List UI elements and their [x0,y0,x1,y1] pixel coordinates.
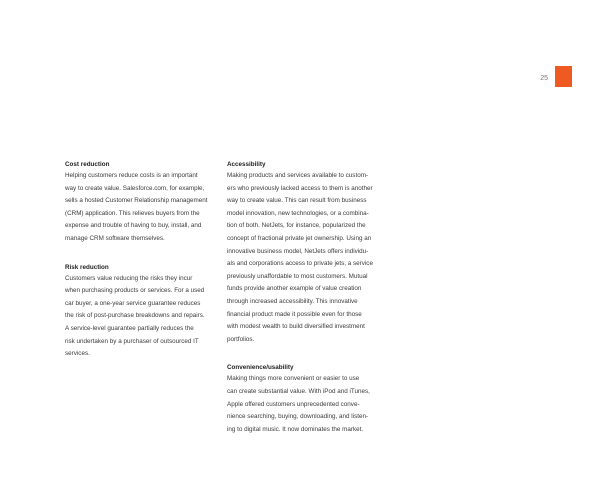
body-line: the risk of post-purchase breakdowns and repairs. [65,312,205,320]
body-line: tion of both. NetJets, for instance, popularized the [227,222,366,230]
body-line: innovative business model, NetJets offers individu- [227,247,369,255]
section-heading: Accessibility [227,161,266,168]
body-line: funds provide another example of value creation [227,285,362,293]
body-line: Helping customers reduce costs is an important [65,172,198,179]
section-heading: Risk reduction [65,263,109,271]
body-line: als and corporations access to private jets, a service [227,260,373,268]
body-line: Customers value reducing the risks they incur [65,274,193,282]
section-body [65,273,237,361]
body-line: ing to digital music. It now dominates the market. [227,425,364,433]
body-line: (CRM) application. This relieves buyers from the [65,209,200,217]
section-heading: Convenience/usability [227,364,294,372]
section-body [227,170,377,346]
body-line: through increased accessibility. This innovative [227,297,358,305]
section-body [65,170,237,246]
spacer [227,352,377,363]
body-line: manage CRM software themselves. [65,234,165,242]
body-line: portfolios. [227,335,255,343]
body-line: car buyer, a one-year service guarantee reduces [65,299,201,307]
body-line: Apple offered customers unprecedented conve- [227,400,360,408]
body-line: Making things more convenient or easier to use [227,375,360,383]
body-line: model innovation, new technologies, or a combina- [227,209,369,217]
section-body [227,373,377,436]
body-line: nience searching, buying, downloading, and listen- [227,413,369,421]
section-risk-reduction [65,263,237,361]
body-line: with modest wealth to build diversified investment [227,323,365,331]
section-accessibility [227,160,377,346]
body-line: when purchasing products or services. For a used [65,287,205,295]
section-heading: Cost reduction [65,161,110,168]
section-cost-reduction [65,160,237,246]
body-line: ers who previously lacked access to them is another [227,184,373,192]
body-line: concept of fractional private jet ownership. Using an [227,234,372,242]
body-line: can create substantial value. With iPod and iTunes, [227,387,370,395]
right-column [227,160,377,442]
page-number: 25 [540,75,548,82]
body-line: expense and trouble of having to buy, install, and [65,222,202,230]
body-line: financial product made it possible even for those [227,310,362,318]
body-line: A service-level guarantee partially reduces the [65,324,194,332]
body-line: services. [65,350,90,358]
body-line: Making products and services available to custom- [227,172,369,179]
section-convenience-usability [227,363,377,436]
body-line: sells a hosted Customer Relationship management [65,197,208,205]
body-line: way to create value. This can result from business [227,197,367,205]
body-line: risk undertaken by a purchaser of outsourced IT [65,337,199,345]
body-line: previously unaffordable to most customers. Mutual [227,272,368,280]
body-line: way to create value. Salesforce.com, for example, [65,184,205,192]
spacer [65,252,237,263]
accent-tab [555,66,572,87]
left-column [65,160,237,367]
